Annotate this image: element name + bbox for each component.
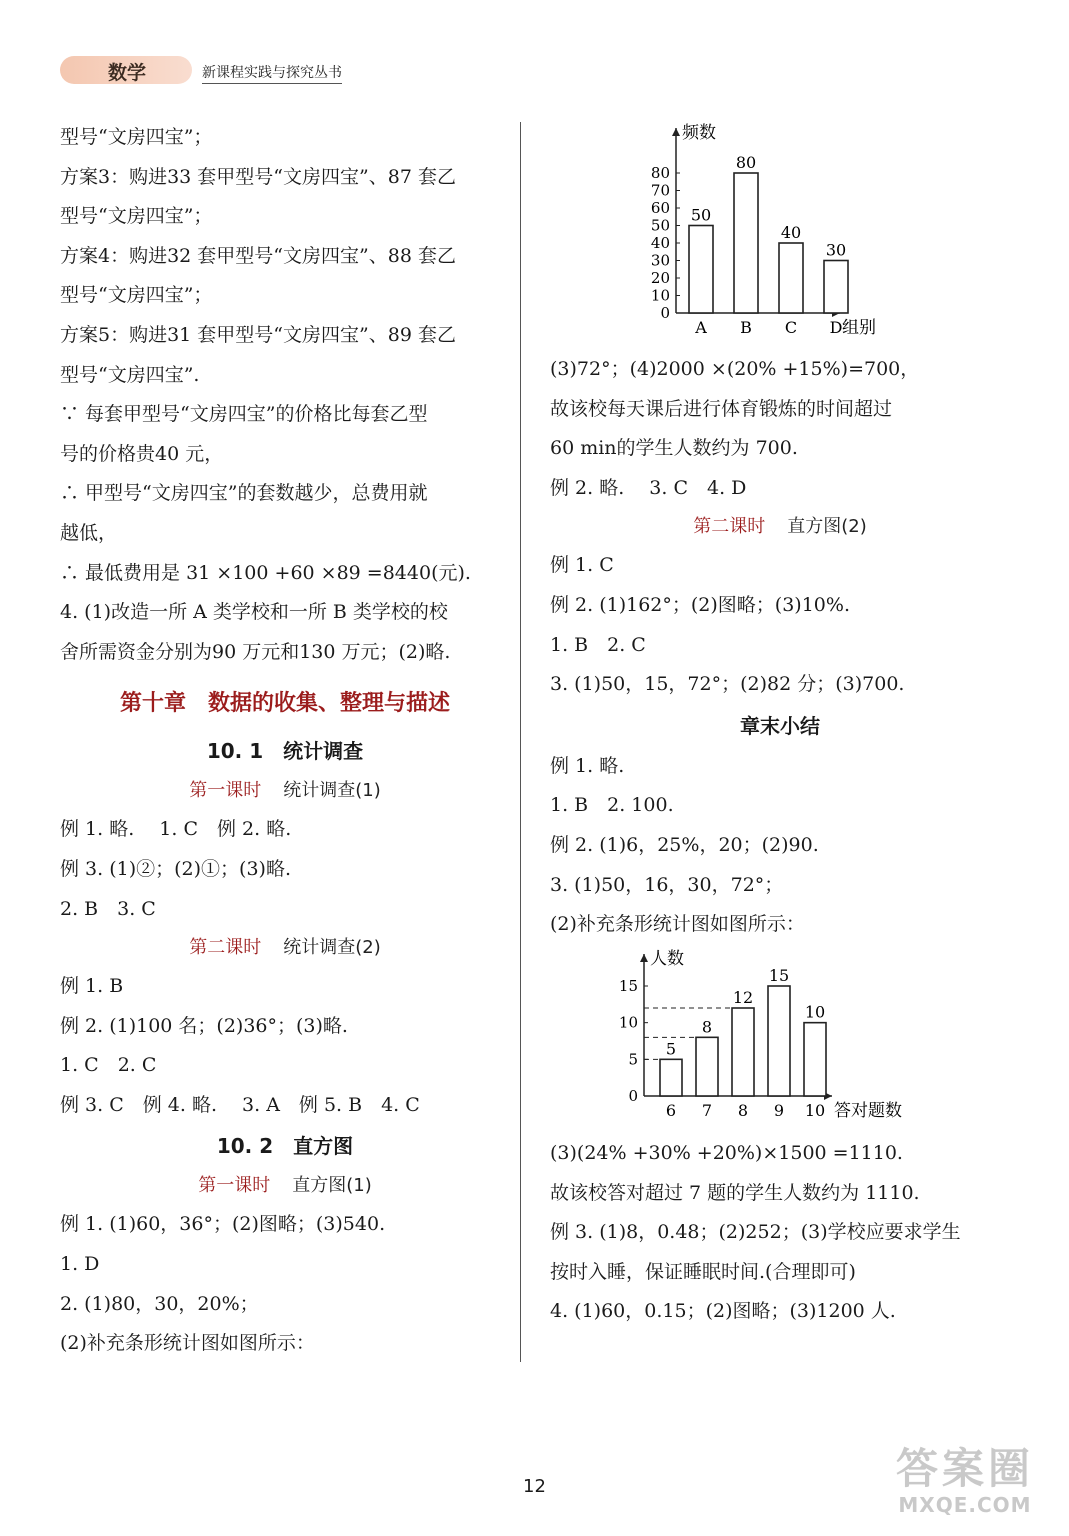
bar: [732, 1008, 754, 1096]
lesson-title: 统计调查(1): [283, 780, 381, 802]
section-10-2-title: 10. 2 直方图: [216, 1134, 354, 1159]
right-answers-b: [550, 546, 1010, 704]
lesson-2-heading: [60, 929, 510, 967]
bar-value-label: 15: [768, 966, 790, 985]
bar: [734, 173, 758, 313]
subject-label: 数学: [108, 62, 147, 84]
bar: [824, 261, 848, 314]
y-tick-label: 60: [650, 199, 670, 217]
x-axis-label: 组别: [842, 318, 876, 338]
lesson-2-answers: [60, 967, 510, 1125]
answer-line: 例 2. (1)100 名；(2)36°；(3)略.: [60, 1014, 348, 1037]
x-tick-label: C: [784, 318, 798, 337]
lesson-1-heading: [60, 772, 510, 810]
lesson-1-answers: [60, 810, 510, 929]
bar-value-label: 30: [825, 240, 847, 260]
x-tick-label: A: [695, 318, 707, 337]
y-tick-label: 15: [618, 977, 638, 995]
right-lesson-heading: [550, 508, 1010, 546]
series-title: 新课程实践与探究丛书: [202, 62, 342, 84]
answer-line: ∴ 最低费用是 31 ×100 +60 ×89 =8440(元).: [60, 561, 471, 584]
answer-line: 方案4：购进32 套甲型号“文房四宝”、88 套乙: [60, 244, 456, 267]
answer-line: 例 1. B: [60, 975, 124, 998]
bar-value-label: 8: [701, 1017, 713, 1037]
x-tick-label: 6: [665, 1101, 677, 1120]
lesson-title: 统计调查(2): [283, 937, 381, 959]
answer-line: 2. B 3. C: [60, 897, 156, 920]
summary-title: 章末小结: [740, 713, 820, 738]
watermark-text: 答案圈: [895, 1444, 1034, 1493]
answer-line: 例 2. (1)162°；(2)图略；(3)10%.: [550, 593, 850, 616]
y-tick-label: 40: [650, 234, 670, 252]
answer-line: ∴ 甲型号“文房四宝”的套数越少，总费用就: [60, 482, 428, 505]
answer-line: 型号“文房四宝”；: [60, 205, 213, 228]
answer-line: 型号“文房四宝”；: [60, 126, 213, 148]
answer-line: 3. (1)50，15，72°；(2)82 分；(3)700.: [550, 673, 905, 696]
answer-line: (3)72°；(4)2000 ×(20% +15%)=700，: [550, 358, 920, 380]
bar-value-label: 50: [690, 205, 712, 225]
lesson-3-heading: [60, 1167, 510, 1205]
y-tick-label: 20: [650, 269, 670, 287]
y-tick-label: 10: [650, 286, 670, 305]
answer-line: 例 2. 略. 3. C 4. D: [550, 476, 747, 499]
x-tick-label: 8: [737, 1101, 749, 1120]
lesson-number: 第二课时: [189, 937, 262, 959]
x-tick-label: 10: [804, 1101, 826, 1120]
right-answers-c: [550, 747, 1010, 945]
y-tick-label: 50: [650, 216, 670, 235]
page-number: 12: [523, 1476, 546, 1497]
left-top-text: [60, 118, 510, 672]
answer-line: (2)补充条形统计图如图所示：: [60, 1332, 315, 1355]
bar: [696, 1037, 718, 1096]
answer-line: 例 1. 略. 1. C 例 2. 略.: [60, 818, 292, 841]
answer-line: 例 1. (1)60，36°；(2)图略；(3)540.: [60, 1213, 386, 1236]
lesson-3-answers: [60, 1205, 510, 1363]
answer-line: 1. C 2. C: [60, 1054, 157, 1077]
y-tick-label: 70: [650, 181, 670, 200]
people-bar-chart: [610, 948, 930, 1123]
bar: [768, 986, 790, 1096]
bar: [779, 243, 803, 313]
answer-line: 1. D: [60, 1253, 100, 1276]
y-tick-label: 30: [650, 251, 670, 270]
lesson-number: 第一课时: [189, 780, 262, 802]
bar-value-label: 40: [780, 223, 802, 242]
answer-line: 故该校每天课后进行体育锻炼的时间超过: [550, 397, 893, 420]
right-column: [550, 350, 1010, 945]
lesson-number: 第二课时: [693, 516, 766, 538]
answer-line: 3. (1)50，16，30，72°；: [550, 873, 784, 896]
lesson-number: 第一课时: [198, 1175, 271, 1197]
bar-value-label: 5: [665, 1039, 677, 1059]
y-axis-label: 人数: [650, 949, 684, 969]
bar-value-label: 12: [732, 988, 754, 1007]
right-answers-a: [550, 350, 1010, 508]
y-tick-label: 0: [660, 304, 670, 322]
answer-line: 越低，: [60, 521, 118, 544]
chapter-title: 第十章 数据的收集、整理与描述: [119, 691, 450, 717]
left-column: [60, 118, 510, 1364]
answer-line: 60 min的学生人数约为 700.: [550, 437, 798, 460]
x-tick-label: 9: [773, 1101, 785, 1120]
answer-line: 故该校答对超过 7 题的学生人数约为 1110.: [550, 1181, 920, 1204]
y-axis-arrow: [672, 128, 680, 136]
answer-line: (2)补充条形统计图如图所示：: [550, 913, 805, 936]
lesson-title: 直方图(2): [787, 516, 867, 538]
answer-line: ∵ 每套甲型号“文房四宝”的价格比每套乙型: [60, 403, 428, 426]
answer-line: 1. B 2. 100.: [550, 794, 674, 817]
x-tick-label: 7: [701, 1101, 713, 1120]
answer-line: 例 2. (1)6，25%，20；(2)90.: [550, 833, 819, 856]
y-axis-label: 频数: [682, 123, 716, 143]
right-answers-d: [550, 1134, 1010, 1332]
answer-line: 舍所需资金分别为90 万元和130 万元；(2)略.: [60, 640, 451, 663]
answer-line: 例 3. (1)8，0.48；(2)252；(3)学校应要求学生: [550, 1221, 961, 1244]
y-tick-label: 80: [650, 164, 670, 182]
answer-line: 按时入睡，保证睡眠时间.(合理即可): [550, 1260, 856, 1283]
watermark-url: MXQE.COM: [898, 1493, 1032, 1517]
answer-line: 例 1. 略.: [550, 754, 625, 777]
answer-line: 4. (1)改造一所 A 类学校和一所 B 类学校的校: [60, 601, 448, 624]
y-axis-arrow: [640, 954, 648, 962]
answer-line: 4. (1)60，0.15；(2)图略；(3)1200 人.: [550, 1300, 896, 1323]
column-divider: [520, 122, 521, 1362]
frequency-bar-chart: [640, 120, 910, 345]
answer-line: 例 1. C: [550, 554, 614, 577]
x-axis-label: 答对题数: [834, 1101, 902, 1121]
right-column-bottom: [550, 1134, 1010, 1332]
bar: [689, 226, 713, 314]
bar-value-label: 10: [804, 1002, 826, 1022]
y-tick-label: 5: [628, 1050, 638, 1069]
answer-line: 2. (1)80，30，20%；: [60, 1292, 259, 1315]
answer-line: 例 3. C 例 4. 略. 3. A 例 5. B 4. C: [60, 1093, 420, 1116]
section-10-1-title: 10. 1 统计调查: [206, 739, 364, 764]
y-tick-label: 0: [628, 1087, 638, 1105]
answer-line: 型号“文房四宝”；: [60, 284, 213, 307]
answer-line: 方案5：购进31 套甲型号“文房四宝”、89 套乙: [60, 323, 456, 346]
answer-line: (3)(24% +30% +20%)×1500 =1110.: [550, 1142, 903, 1164]
answer-line: 例 3. (1)②；(2)①；(3)略.: [60, 857, 291, 880]
answer-line: 型号“文房四宝”.: [60, 363, 200, 386]
answer-line: 1. B 2. C: [550, 633, 646, 656]
lesson-title: 直方图(1): [292, 1175, 372, 1197]
watermark-logo: [870, 1445, 1060, 1525]
bar: [804, 1023, 826, 1096]
answer-line: 号的价格贵40 元，: [60, 442, 224, 465]
x-tick-label: B: [740, 318, 752, 337]
bar: [660, 1059, 682, 1096]
answer-line: 方案3：购进33 套甲型号“文房四宝”、87 套乙: [60, 165, 456, 188]
page-header: [60, 52, 380, 88]
bar-value-label: 80: [735, 153, 757, 172]
y-tick-label: 10: [618, 1013, 638, 1032]
x-tick-label: D: [829, 318, 843, 337]
